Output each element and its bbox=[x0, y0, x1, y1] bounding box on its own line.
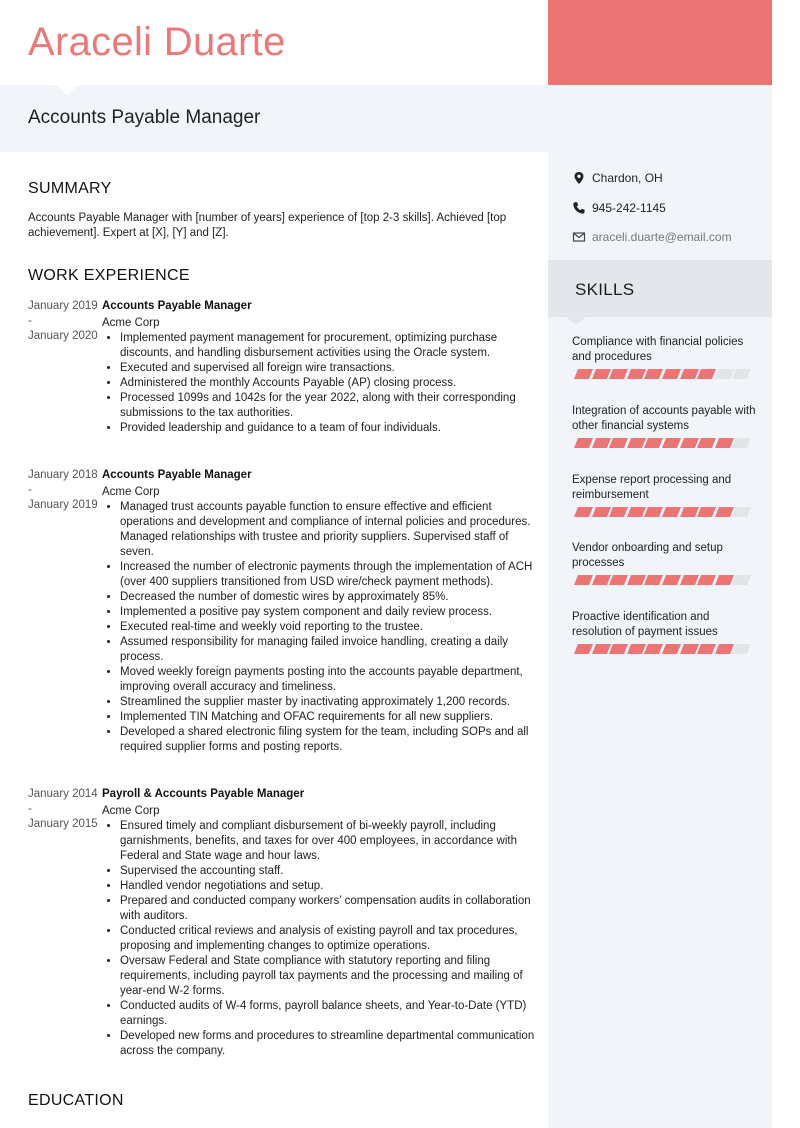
skill-name: Compliance with financial policies and procedures bbox=[572, 336, 744, 363]
skill-bar-segment bbox=[574, 644, 593, 654]
job-bullet: • Increased the number of electronic payments through the implementation of ACH (over 400 suppliers transitioned from USD wire/check payment methods). bbox=[120, 560, 540, 590]
job-company: Acme Corp bbox=[102, 486, 160, 498]
skill-item bbox=[572, 473, 757, 517]
job-bullet: • Developed a shared electronic filing system for the team, including SOPs and all required supplier forms and posting reports. bbox=[120, 725, 540, 755]
job-bullet: • Conducted audits of W-4 forms, payroll balance sheets, and Year-to-Date (YTD) earnings. bbox=[120, 999, 540, 1029]
skill-name: Expense report processing and reimbursement bbox=[572, 474, 732, 501]
skill-bar-segment bbox=[627, 575, 646, 585]
job-bullet: • Streamlined the supplier master by inactivating approximately 1,200 records. bbox=[120, 695, 540, 710]
skill-bar-segment bbox=[715, 644, 734, 654]
skill-bar-segment bbox=[662, 438, 681, 448]
job-bullets bbox=[102, 500, 540, 755]
skill-name: Integration of accounts payable with other financial systems bbox=[572, 405, 756, 432]
skill-item bbox=[572, 404, 757, 448]
job-bullet: • Managed trust accounts payable function to ensure effective and efficient operations and development and compliance of internal policies and procedures. Managed relationships with trustee and priority suppliers. Supervised staff of seven. bbox=[120, 500, 540, 560]
skill-bar-segment bbox=[662, 369, 681, 379]
email-link[interactable]: araceli.duarte@email.com bbox=[592, 230, 732, 244]
job-title: Accounts Payable Manager bbox=[28, 107, 261, 128]
job-date-separator: - bbox=[28, 484, 32, 496]
skill-level-bar bbox=[572, 438, 752, 448]
job-role: Payroll & Accounts Payable Manager bbox=[102, 788, 305, 800]
skill-bar-segment bbox=[627, 644, 646, 654]
job-bullet: • Ensured timely and compliant disbursement of bi-weekly payroll, including garnishments, benefits, and taxes for over 400 employees, in accordance with Federal and State wage and hour laws. bbox=[120, 819, 540, 864]
phone-text: 945-242-1145 bbox=[592, 201, 666, 215]
skill-item bbox=[572, 335, 757, 379]
skill-level-bar bbox=[572, 644, 752, 654]
job-bullet: • Prepared and conducted company workers’ compensation audits in collaboration with auditors. bbox=[120, 894, 540, 924]
job-bullet: • Administered the monthly Accounts Payable (AP) closing process. bbox=[120, 376, 540, 391]
job-dates bbox=[28, 787, 98, 832]
skill-bar-segment bbox=[592, 438, 611, 448]
job-start-date: January 2014 bbox=[28, 788, 98, 800]
skill-bar-segment bbox=[609, 575, 628, 585]
job-role: Accounts Payable Manager bbox=[102, 469, 252, 481]
job-bullet: • Implemented payment management for procurement, optimizing purchase discounts, and handling disbursement activities using the Oracle system. bbox=[120, 331, 540, 361]
summary-heading: SUMMARY bbox=[28, 180, 112, 197]
job-bullet: • Assumed responsibility for managing failed invoice handling, creating a daily process. bbox=[120, 635, 540, 665]
skill-level-bar bbox=[572, 575, 752, 585]
job-bullet: • Oversaw Federal and State compliance with statutory reporting and filing requirements, including payroll tax payments and the processing and mailing of year-end W-2 forms. bbox=[120, 954, 540, 999]
skill-bar-segment bbox=[680, 644, 699, 654]
skill-bar-segment bbox=[715, 369, 734, 379]
job-bullet: • Conducted critical reviews and analysis of existing payroll and tax procedures, proposing and implementing changes to optimize operations. bbox=[120, 924, 540, 954]
skill-bar-segment bbox=[732, 644, 751, 654]
skills-heading: SKILLS bbox=[575, 280, 635, 299]
skill-bar-segment bbox=[574, 438, 593, 448]
job-start-date: January 2018 bbox=[28, 469, 98, 481]
skill-name: Vendor onboarding and setup processes bbox=[572, 542, 723, 569]
skill-bar-segment bbox=[644, 575, 663, 585]
skill-bar-segment bbox=[697, 369, 716, 379]
envelope-icon bbox=[572, 230, 586, 244]
skill-item bbox=[572, 610, 757, 654]
skill-bar-segment bbox=[627, 507, 646, 517]
job-bullets bbox=[102, 331, 540, 436]
skill-bar-segment bbox=[697, 438, 716, 448]
job-bullet: • Handled vendor negotiations and setup. bbox=[120, 879, 540, 894]
candidate-name: Araceli Duarte bbox=[28, 20, 286, 64]
skill-bar-segment bbox=[697, 507, 716, 517]
skill-bar-segment bbox=[644, 644, 663, 654]
job-end-date: January 2019 bbox=[28, 499, 98, 511]
skill-bar-segment bbox=[644, 438, 663, 448]
job-end-date: January 2015 bbox=[28, 818, 98, 830]
skill-level-bar bbox=[572, 369, 752, 379]
job-bullet: • Executed and supervised all foreign wire transactions. bbox=[120, 361, 540, 376]
skill-bar-segment bbox=[592, 369, 611, 379]
summary-text: Accounts Payable Manager with [number of years] experience of [top 2-3 skills]. Achieved [top achievement]. Expert at [X], [Y] and [Z]. bbox=[28, 212, 507, 239]
job-date-separator: - bbox=[28, 803, 32, 815]
skill-item bbox=[572, 541, 757, 585]
skill-bar-segment bbox=[697, 575, 716, 585]
job-role: Accounts Payable Manager bbox=[102, 300, 252, 312]
skill-bar-segment bbox=[715, 575, 734, 585]
skill-bar-segment bbox=[715, 507, 734, 517]
job-bullet: • Decreased the number of domestic wires by approximately 85%. bbox=[120, 590, 540, 605]
skill-bar-segment bbox=[609, 438, 628, 448]
title-band-notch bbox=[56, 85, 78, 95]
skill-bar-segment bbox=[592, 507, 611, 517]
skill-bar-segment bbox=[574, 575, 593, 585]
skill-bar-segment bbox=[680, 438, 699, 448]
skill-bar-segment bbox=[627, 438, 646, 448]
skill-bar-segment bbox=[644, 369, 663, 379]
skill-level-bar bbox=[572, 507, 752, 517]
skill-bar-segment bbox=[574, 507, 593, 517]
skill-name: Proactive identification and resolution of payment issues bbox=[572, 611, 718, 638]
location-text: Chardon, OH bbox=[592, 171, 663, 185]
job-bullet: • Executed real-time and weekly void reporting to the trustee. bbox=[120, 620, 540, 635]
skill-bar-segment bbox=[592, 575, 611, 585]
skill-bar-segment bbox=[680, 369, 699, 379]
header-accent-block bbox=[548, 0, 772, 85]
skill-bar-segment bbox=[732, 438, 751, 448]
skill-bar-segment bbox=[662, 575, 681, 585]
skill-bar-segment bbox=[732, 369, 751, 379]
job-bullet: • Supervised the accounting staff. bbox=[120, 864, 540, 879]
skill-bar-segment bbox=[574, 369, 593, 379]
skill-bar-segment bbox=[627, 369, 646, 379]
education-heading: EDUCATION bbox=[28, 1092, 124, 1109]
location-pin-icon bbox=[572, 171, 586, 185]
job-bullet: • Developed new forms and procedures to streamline departmental communication across the company. bbox=[120, 1029, 540, 1059]
job-date-separator: - bbox=[28, 315, 32, 327]
job-bullet: • Implemented a positive pay system component and daily review process. bbox=[120, 605, 540, 620]
skill-bar-segment bbox=[662, 644, 681, 654]
job-dates bbox=[28, 299, 98, 344]
skill-bar-segment bbox=[609, 369, 628, 379]
job-start-date: January 2019 bbox=[28, 300, 98, 312]
skill-bar-segment bbox=[644, 507, 663, 517]
job-bullets bbox=[102, 819, 540, 1059]
work-experience-heading: WORK EXPERIENCE bbox=[28, 267, 190, 284]
skill-bar-segment bbox=[680, 575, 699, 585]
phone-icon bbox=[572, 201, 586, 215]
skill-bar-segment bbox=[715, 438, 734, 448]
job-company: Acme Corp bbox=[102, 317, 160, 329]
job-bullet: • Processed 1099s and 1042s for the year 2022, along with their corresponding submissions to the tax authorities. bbox=[120, 391, 540, 421]
skills-band-notch bbox=[566, 317, 586, 325]
job-company: Acme Corp bbox=[102, 805, 160, 817]
skill-bar-segment bbox=[662, 507, 681, 517]
skill-bar-segment bbox=[732, 507, 751, 517]
skill-bar-segment bbox=[680, 507, 699, 517]
job-bullet: • Provided leadership and guidance to a team of four individuals. bbox=[120, 421, 540, 436]
skill-bar-segment bbox=[732, 575, 751, 585]
skill-bar-segment bbox=[609, 507, 628, 517]
job-end-date: January 2020 bbox=[28, 330, 98, 342]
skill-bar-segment bbox=[609, 644, 628, 654]
job-bullet: • Implemented TIN Matching and OFAC requirements for all new suppliers. bbox=[120, 710, 540, 725]
job-dates bbox=[28, 468, 98, 513]
job-bullet: • Moved weekly foreign payments posting into the accounts payable department, improving overall accuracy and timeliness. bbox=[120, 665, 540, 695]
skill-bar-segment bbox=[697, 644, 716, 654]
skill-bar-segment bbox=[592, 644, 611, 654]
